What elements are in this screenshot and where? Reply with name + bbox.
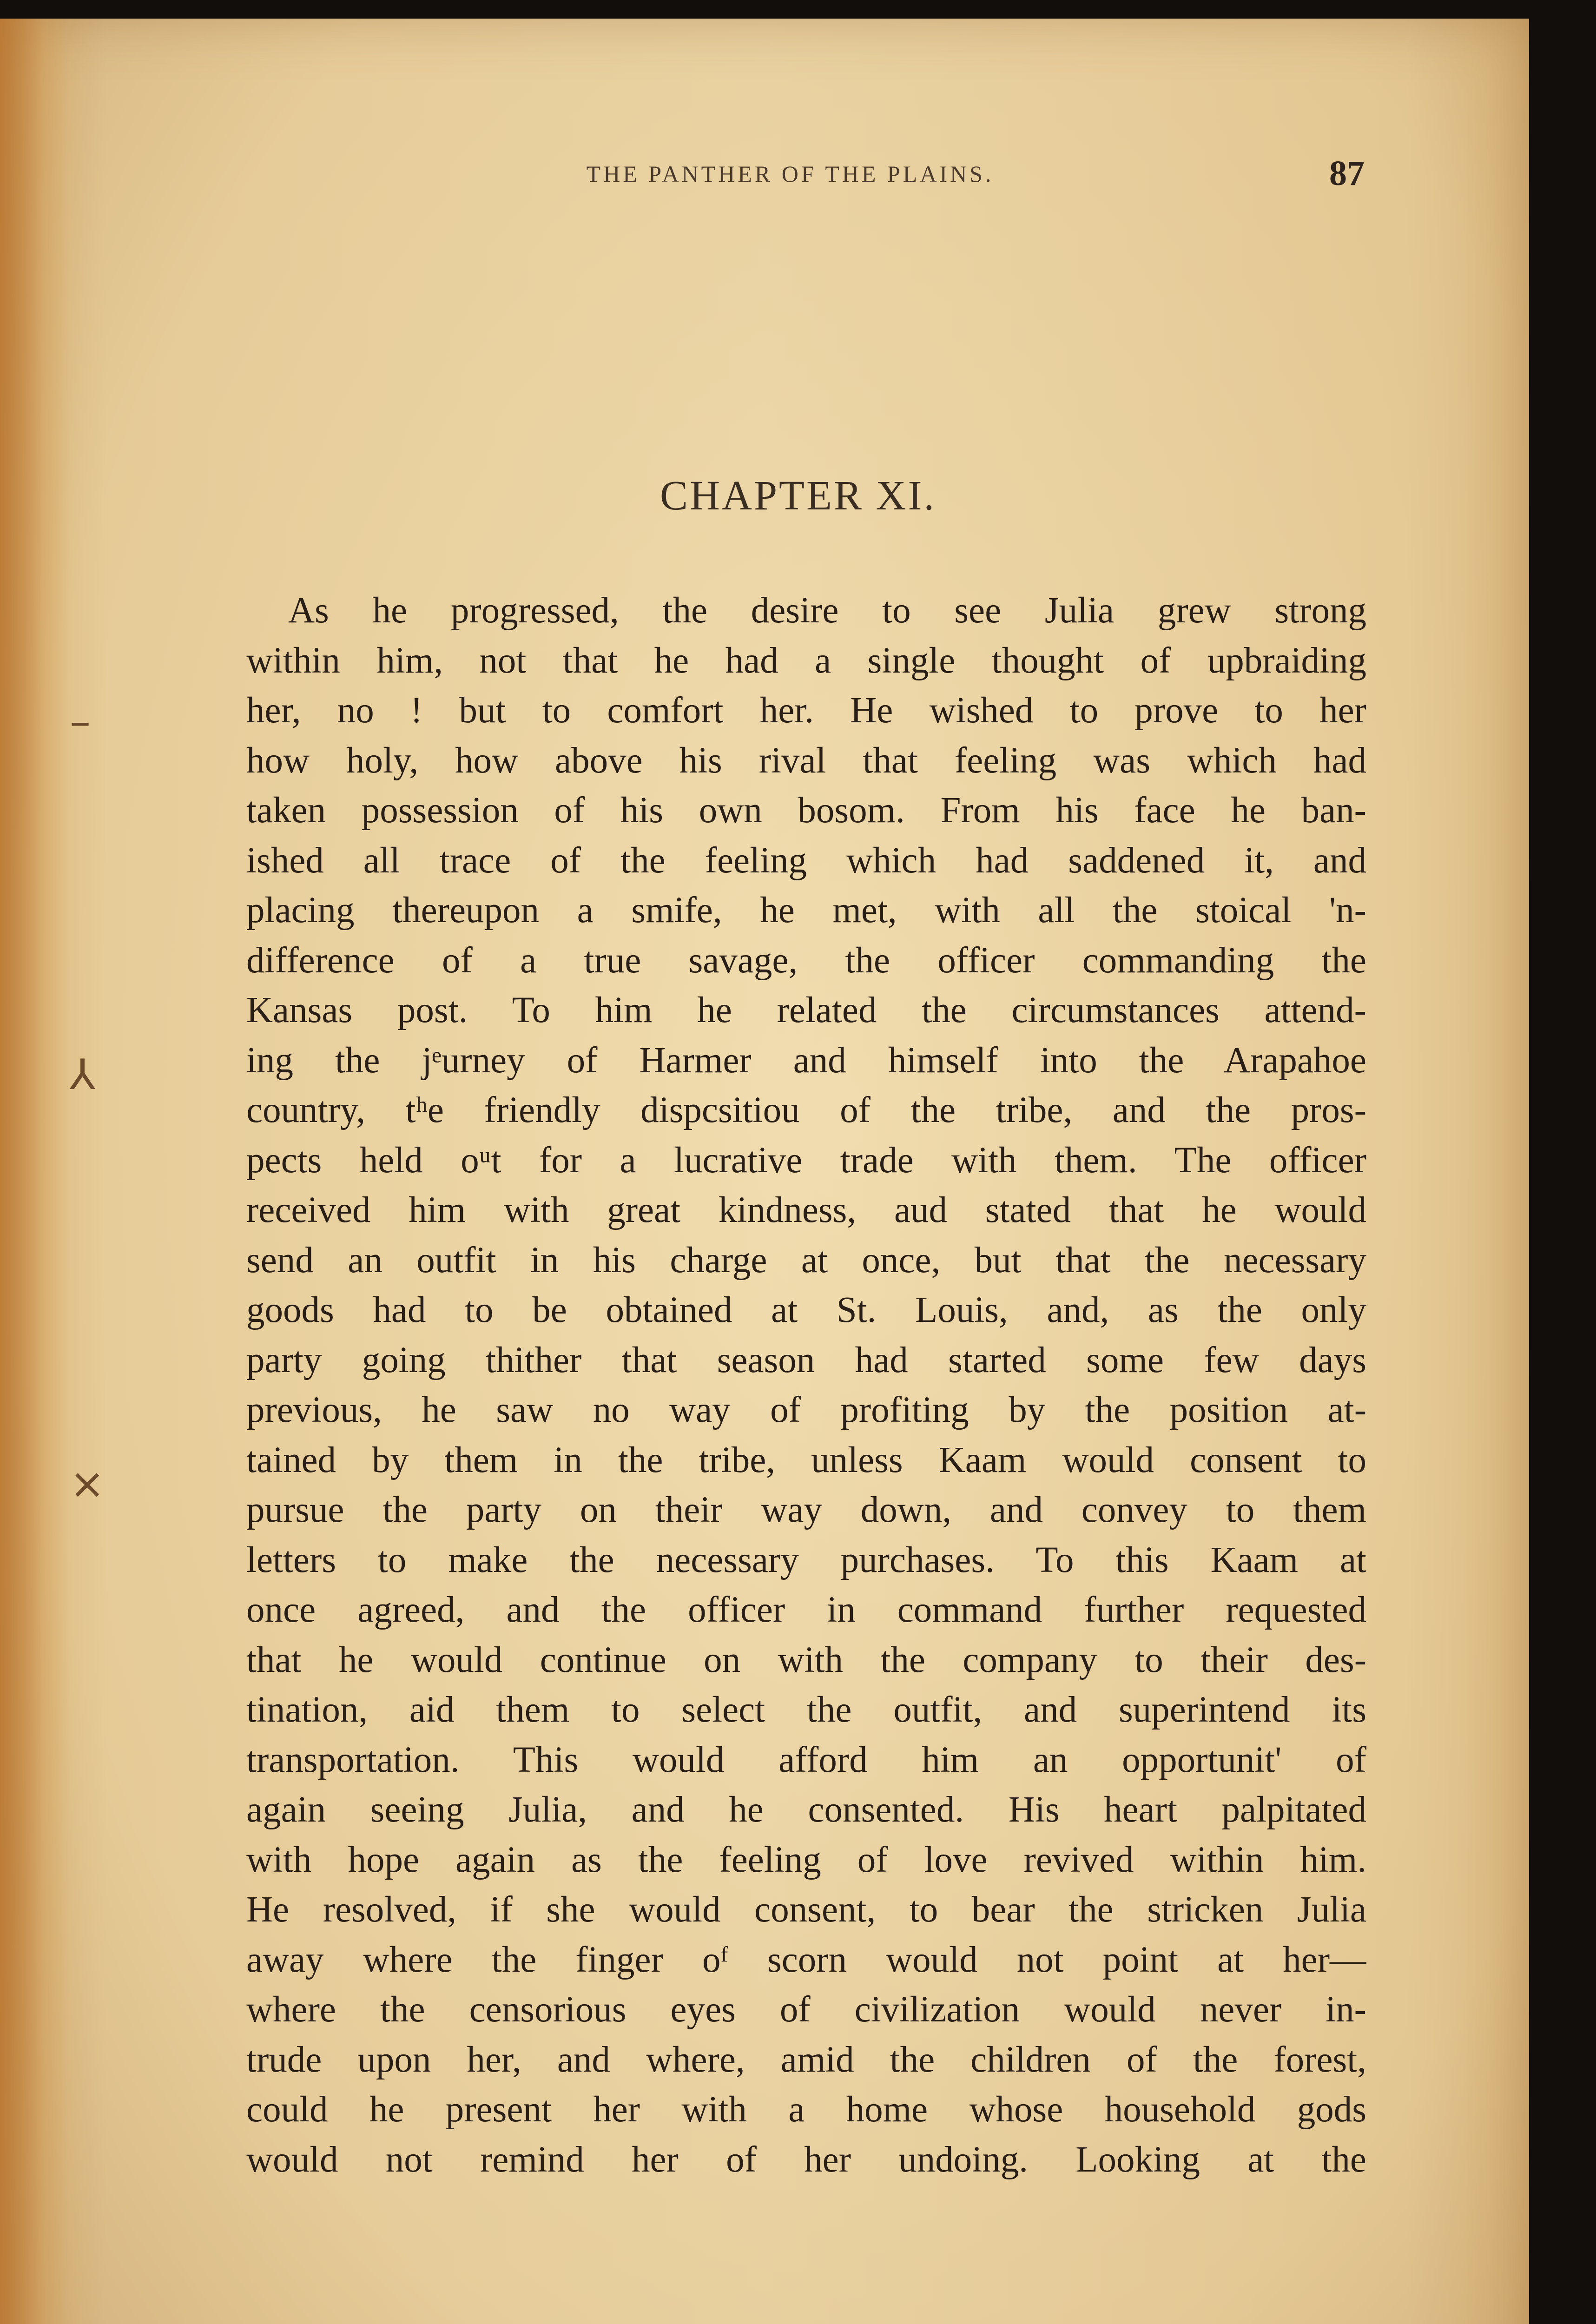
- text-line: difference of a true savage, the officer commanding the: [246, 940, 1366, 981]
- text-line: how holy, how above his rival that feeling was which had: [246, 740, 1366, 781]
- text-line: again seeing Julia, and he consented. His heart palpitated: [246, 1789, 1366, 1830]
- text-line: away where the finger oᶠ scorn would not point at her—: [246, 1939, 1366, 1980]
- text-line: could he present her with a home whose household gods: [246, 2089, 1366, 2130]
- text-line: tination, aid them to select the outfit, and superintend its: [246, 1690, 1366, 1730]
- running-head: THE PANTHER OF THE PLAINS.: [586, 161, 994, 187]
- text-line: taken possession of his own bosom. From his face he ban-: [246, 790, 1366, 831]
- text-line: As he progressed, the desire to see Julia grew strong: [288, 590, 1366, 631]
- text-line: previous, he saw no way of profiting by the position at-: [246, 1390, 1366, 1430]
- text-line: letters to make the necessary purchases. To this Kaam at: [246, 1539, 1366, 1580]
- text-line: once agreed, and the officer in command further requested: [246, 1590, 1366, 1630]
- text-line: goods had to be obtained at St. Louis, and, as the only: [246, 1290, 1366, 1330]
- text-line: ished all trace of the feeling which had saddened it, and: [246, 840, 1366, 881]
- text-line: with hope again as the feeling of love revived within him.: [246, 1839, 1366, 1880]
- text-line: tained by them in the tribe, unless Kaam would consent to: [246, 1439, 1366, 1480]
- margin-pencil-mark: ×: [70, 1459, 105, 1508]
- text-line: her, no ! but to comfort her. He wished to prove to her: [246, 690, 1366, 731]
- text-line: would not remind her of her undoing. Looking at the: [246, 2139, 1366, 2180]
- margin-pencil-mark: –: [70, 697, 91, 746]
- text-line: within him, not that he had a single thought of upbraiding: [246, 640, 1366, 681]
- text-line: trude upon her, and where, amid the children of the forest,: [246, 2039, 1366, 2080]
- body-text: [246, 586, 1366, 2185]
- text-line: party going thither that season had started some few days: [246, 1340, 1366, 1380]
- text-line: ing the jᵉurney of Harmer and himself into the Arapahoe: [246, 1040, 1366, 1081]
- text-line: received him with great kindness, aud stated that he would: [246, 1190, 1366, 1230]
- text-line: transportation. This would afford him an opportunit' of: [246, 1739, 1366, 1780]
- text-line: that he would continue on with the company to their des-: [246, 1639, 1366, 1680]
- text-line: He resolved, if she would consent, to bear the stricken Julia: [246, 1889, 1366, 1930]
- chapter-title: CHAPTER XI.: [660, 473, 936, 519]
- text-line: pects held oᵘt for a lucrative trade with them. The officer: [246, 1140, 1366, 1181]
- text-line: send an outfit in his charge at once, but that the necessary: [246, 1240, 1366, 1281]
- page-number: 87: [1329, 154, 1365, 193]
- text-line: where the censorious eyes of civilization would never in-: [246, 1989, 1366, 2030]
- text-line: placing thereupon a smife, he met, with all the stoical 'n-: [246, 890, 1366, 931]
- text-line: Kansas post. To him he related the circumstances attend-: [246, 990, 1366, 1030]
- book-page: [0, 19, 1529, 2324]
- margin-pencil-mark: ⅄: [70, 1050, 95, 1099]
- text-line: pursue the party on their way down, and convey to them: [246, 1490, 1366, 1530]
- text-line: country, tʰe friendly dispcsitiou of the tribe, and the pros-: [246, 1090, 1366, 1130]
